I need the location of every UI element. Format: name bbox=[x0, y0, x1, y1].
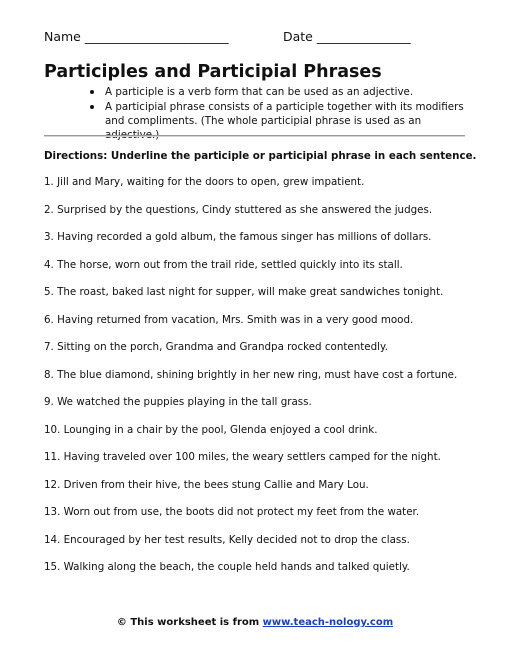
question-item: 14. Encouraged by her test results, Kelly decided not to drop the class. bbox=[44, 533, 410, 546]
date-field-line: Date _______________ bbox=[283, 29, 411, 44]
question-item: 9. We watched the puppies playing in the tall grass. bbox=[44, 396, 312, 408]
question-item: 13. Worn out from use, the boots did not protect my feet from the water. bbox=[44, 506, 420, 518]
question-item: 5. The roast, baked last night for supper, will make great sandwiches tonight. bbox=[44, 286, 444, 298]
question-item: 11. Having traveled over 100 miles, the weary settlers camped for the night. bbox=[44, 451, 441, 463]
directions-text: Directions: Underline the participle or participial phrase in each sentence. bbox=[44, 150, 477, 162]
question-list bbox=[44, 175, 484, 588]
bullet-item: A participle is a verb form that can be used as an adjective. bbox=[89, 85, 469, 99]
question-item: 7. Sitting on the porch, Grandma and Grandpa rocked contentedly. bbox=[44, 341, 388, 353]
footer-credit bbox=[0, 617, 510, 628]
question-item: 4. The horse, worn out from the trail ride, settled quickly into its stall. bbox=[44, 258, 403, 271]
question-item: 1. Jill and Mary, waiting for the doors to open, grew impatient. bbox=[44, 176, 365, 188]
question-item: 8. The blue diamond, shining brightly in her new ring, must have cost a fortune. bbox=[44, 368, 458, 381]
question-item: 12. Driven from their hive, the bees stung Callie and Mary Lou. bbox=[44, 478, 369, 491]
question-item: 10. Lounging in a chair by the pool, Glenda enjoyed a cool drink. bbox=[44, 423, 378, 436]
footer-prefix: © This worksheet is from bbox=[116, 617, 263, 628]
name-field-line: Name _______________________ bbox=[44, 29, 229, 44]
question-item: 3. Having recorded a gold album, the famous singer has millions of dollars. bbox=[44, 231, 432, 243]
question-item: 15. Walking along the beach, the couple held hands and talked quietly. bbox=[44, 561, 410, 573]
bullet-item: A participial phrase consists of a participle together with its modifiers and compliments. (The whole participial phrase is used as an adjective.) bbox=[89, 100, 469, 142]
section-divider bbox=[44, 135, 465, 137]
question-item: 2. Surprised by the questions, Cindy stuttered as she answered the judges. bbox=[44, 203, 433, 216]
worksheet-title: Participles and Participial Phrases bbox=[44, 62, 382, 82]
source-link[interactable]: www.teach-nology.com bbox=[262, 617, 394, 628]
question-item: 6. Having returned from vacation, Mrs. Smith was in a very good mood. bbox=[44, 313, 414, 326]
